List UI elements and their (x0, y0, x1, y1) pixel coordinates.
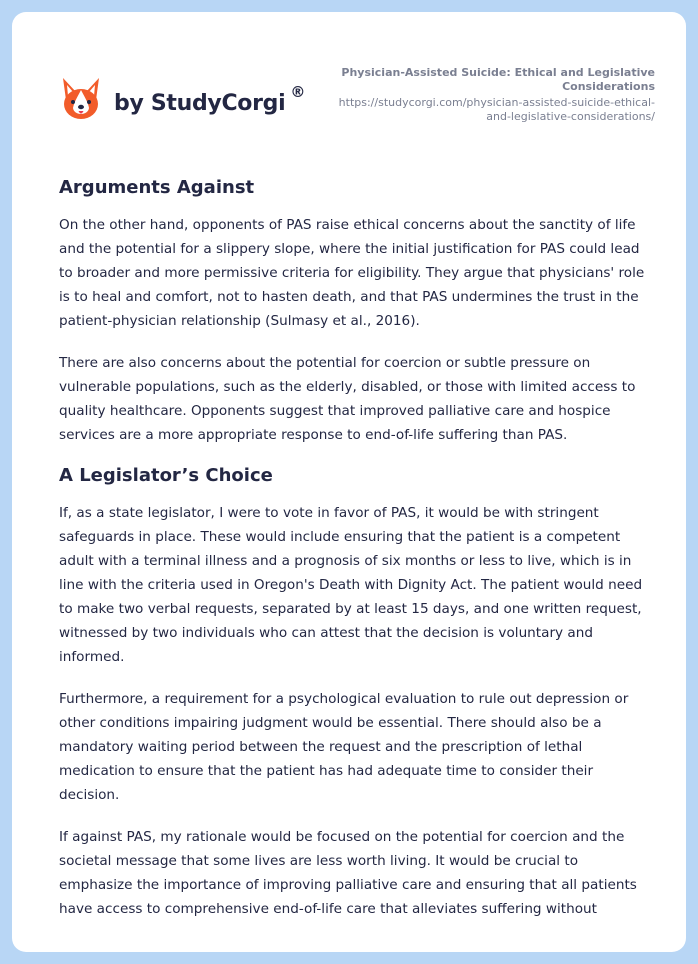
paragraph: On the other hand, opponents of PAS raise ethical concerns about the sanctity of life and the potential for a slippery slope, where the initial justification for PAS could lead to broader and more permissive criteria for eligibility. They argue that physicians' role is to heal and comfort, not to hasten death, and that PAS undermines the trust in the patient-physician relationship (Sulmasy et al., 2016). (59, 217, 645, 329)
document-title-line-2: Considerations (562, 80, 655, 93)
page-header (12, 12, 686, 162)
paragraph: There are also concerns about the potential for coercion or subtle pressure on vulnerable populations, such as the elderly, disabled, or those with limited access to quality healthcare. Opponents suggest that improved palliative care and hospice services are a more appropriate response to end-of-life suffering than PAS. (59, 355, 636, 443)
document-url-line-1: https://studycorgi.com/physician-assisted-suicide-ethical- (338, 96, 655, 109)
brand-name: by StudyCorgi (114, 90, 286, 116)
section-heading: Arguments Against (59, 177, 255, 198)
studycorgi-logo[interactable] (60, 76, 305, 122)
paragraph: Furthermore, a requirement for a psychological evaluation to rule out depression or other conditions impairing judgment would be essential. There should also be a mandatory waiting period between the request and the prescription of lethal medication to ensure that the patient has had adequate time to consider their decision. (59, 691, 629, 803)
section-heading: A Legislator’s Choice (59, 465, 273, 486)
document-url-line-2: and-legislative-considerations/ (486, 110, 655, 123)
document-title-line-1: Physician-Assisted Suicide: Ethical and Legislative (341, 66, 655, 79)
document-meta (315, 66, 655, 124)
document-url[interactable] (315, 96, 655, 124)
document-title (315, 66, 655, 94)
paragraph: If, as a state legislator, I were to vote in favor of PAS, it would be with stringent safeguards in place. These would include ensuring that the patient is a competent adult with a terminal illness and a prognosis of six months or less to live, which is in line with the criteria used in Oregon's Death with Dignity Act. The patient would need to make two verbal requests, separated by at least 15 days, and one written request, witnessed by two individuals who can attest that the decision is voluntary and informed. (59, 505, 643, 665)
document-body (59, 176, 655, 921)
paragraph: If against PAS, my rationale would be focused on the potential for coercion and the societal message that some lives are less worth living. It would be crucial to emphasize the importance of improving palliative care and ensuring that all patients have access to comprehensive end-of-life care that alleviates suffering without (59, 829, 637, 917)
registered-mark: ® (290, 83, 306, 101)
corgi-icon (60, 76, 102, 122)
document-page (12, 12, 686, 952)
